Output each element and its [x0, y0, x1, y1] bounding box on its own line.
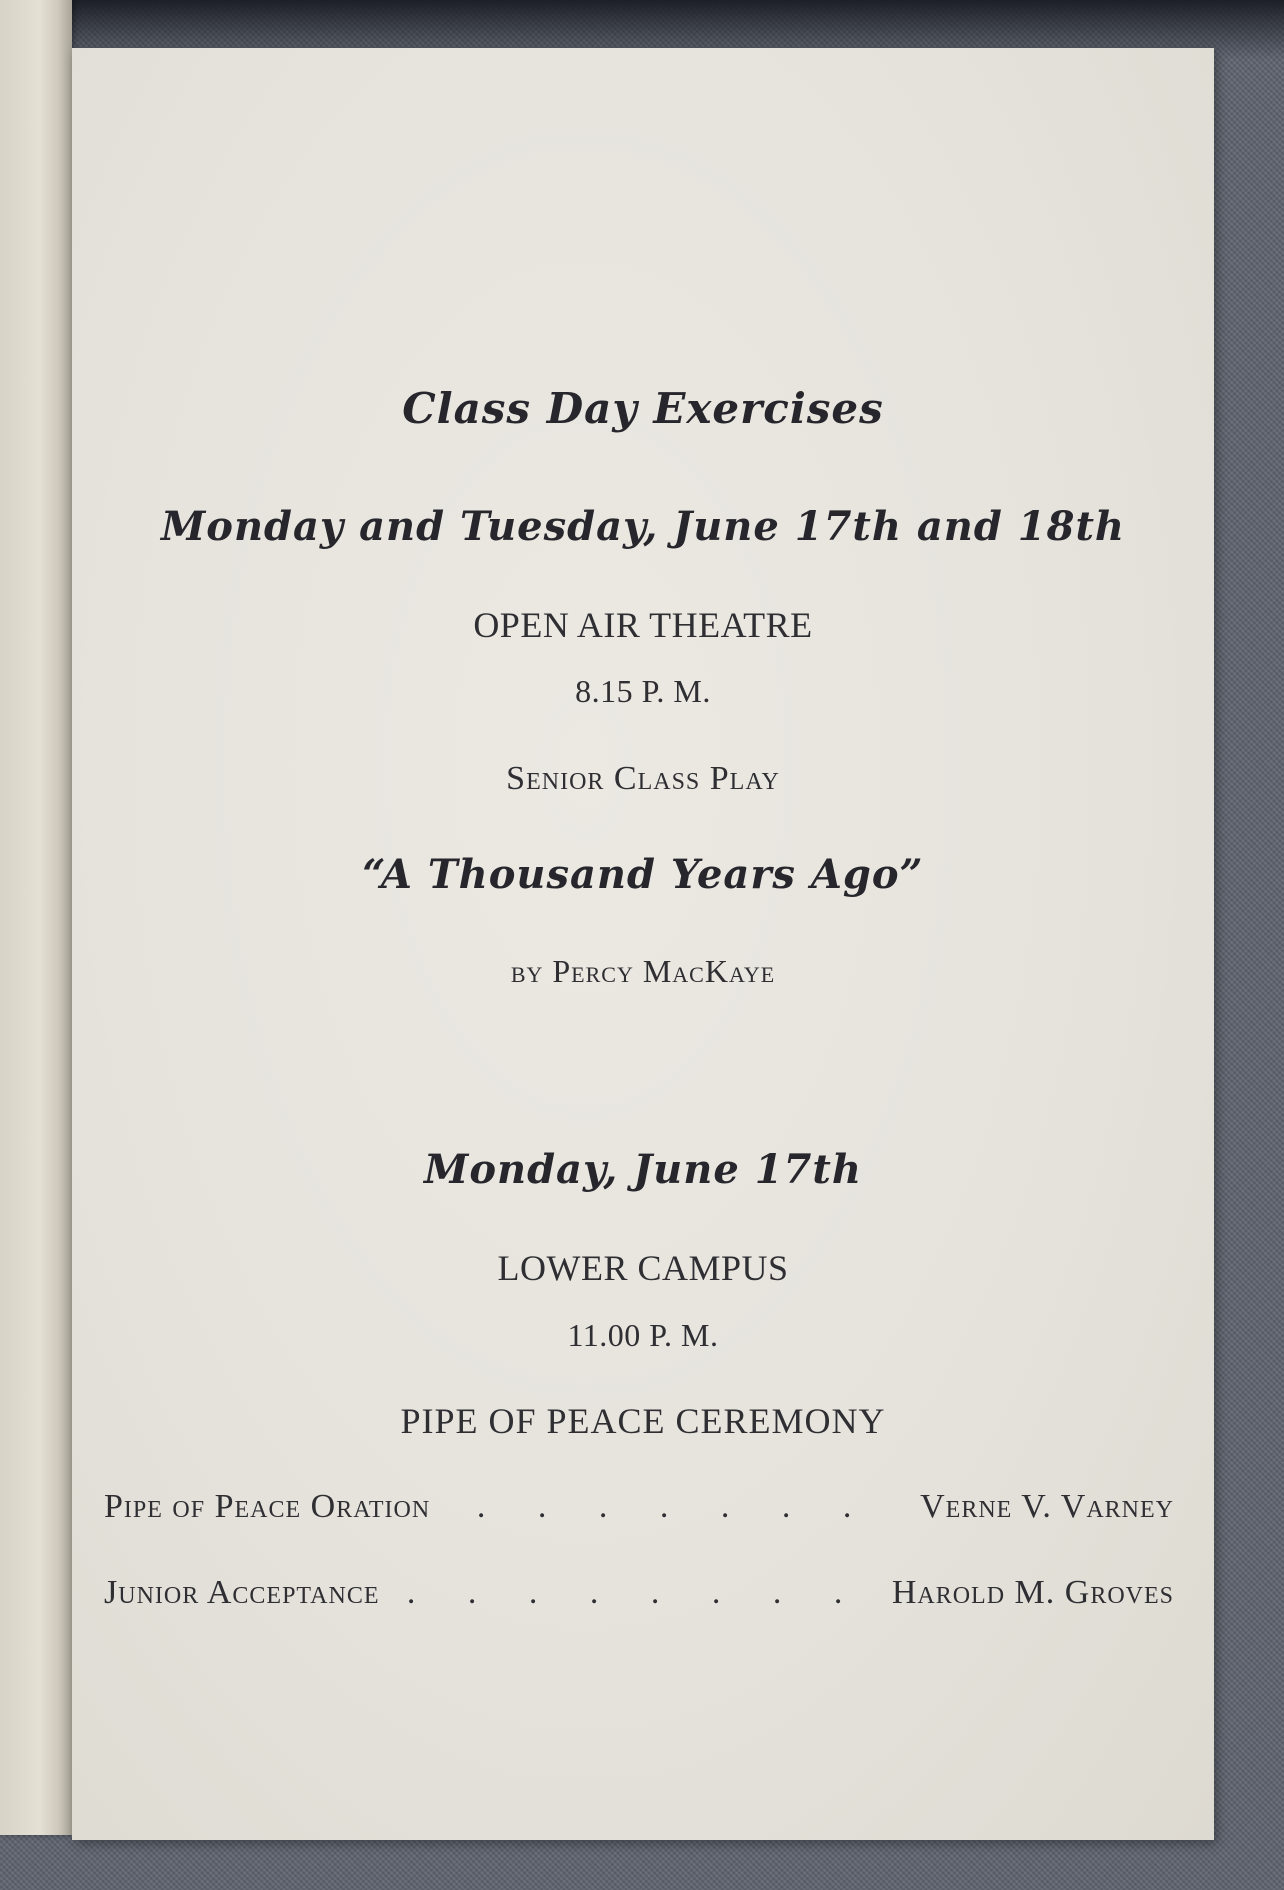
program-speaker: Verne V. Varney: [920, 1488, 1174, 1525]
play-author: by Percy MacKaye: [510, 953, 776, 989]
venue-lower-campus: LOWER CAMPUS: [497, 1248, 789, 1288]
left-page-edge: [0, 0, 72, 1835]
program-row-acceptance: [104, 1574, 1174, 1612]
event-dates: Monday and Tuesday, June 17th and 18th: [160, 503, 1125, 550]
program-page: [72, 48, 1214, 1840]
leader-dots: . . . . . . .: [476, 1488, 874, 1525]
leader-dots: . . . . . . . .: [406, 1574, 865, 1611]
ceremony-title: PIPE OF PEACE CEREMONY: [400, 1401, 886, 1441]
program-speaker: Harold M. Groves: [891, 1574, 1174, 1611]
program-row-oration: [104, 1488, 1174, 1526]
program-item: Pipe of Peace Oration: [104, 1488, 431, 1525]
time-ceremony: 11.00 P. M.: [567, 1317, 719, 1353]
page-title: Class Day Exercises: [402, 384, 884, 433]
venue-open-air-theatre: OPEN AIR THEATRE: [473, 605, 813, 645]
play-title: “A Thousand Years Ago”: [362, 851, 924, 898]
time-play: 8.15 P. M.: [575, 673, 711, 709]
program-item: Junior Acceptance: [104, 1574, 380, 1611]
ceremony-date: Monday, June 17th: [424, 1146, 862, 1193]
play-label: Senior Class Play: [506, 760, 780, 797]
